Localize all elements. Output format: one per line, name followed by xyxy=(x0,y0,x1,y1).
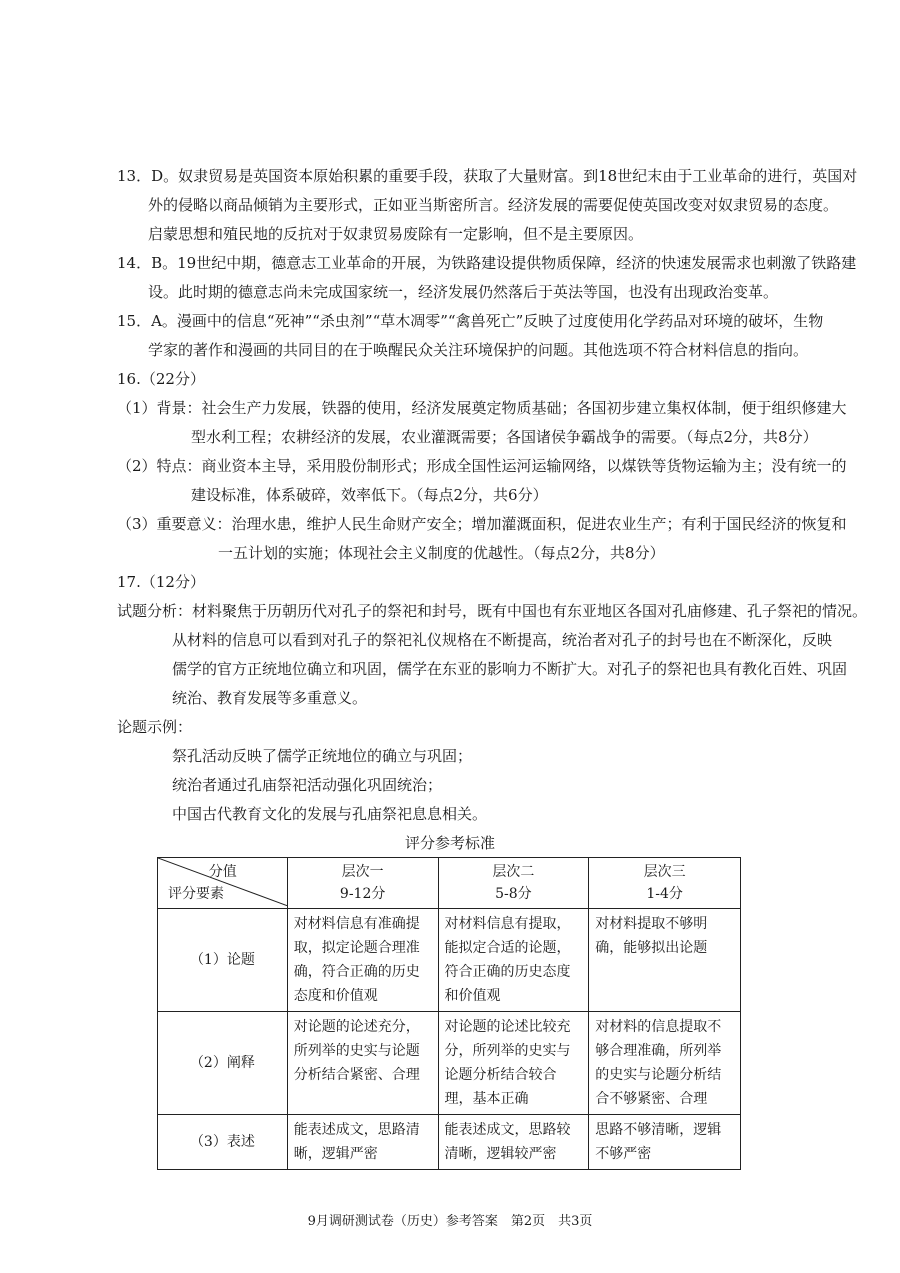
table-cell: 对论题的论述比较充分，所列举的史实与论题分析结合较合理，基本正确 xyxy=(438,1012,589,1115)
q16-part1-line2: 型水利工程；农耕经济的发展，农业灌溉需要；各国诸侯争霸战争的需要。（每点2分，共8分） xyxy=(191,428,818,446)
page-footer: 9月调研测试卷（历史）参考答案 第2页 共3页 xyxy=(307,1214,593,1229)
q16-part2-line2: 建设标准，体系破碎，效率低下。（每点2分，共6分） xyxy=(191,486,548,504)
table-cell: 思路不够清晰，逻辑不够严密 xyxy=(589,1115,741,1170)
q17-analysis-line1: 试题分析：材料聚焦于历朝历代对孔子的祭祀和封号，既有中国也有东亚地区各国对孔庙修建、孔子祭祀的情况。 xyxy=(117,602,868,620)
q17-heading: 17.（12分） xyxy=(117,573,205,591)
q15-line2: 学家的著作和漫画的共同目的在于唤醒民众关注环境保护的问题。其他选项不符合材料信息的指向。 xyxy=(148,341,809,359)
table-cell: 对论题的论述充分，所列举的史实与论题分析结合紧密、合理 xyxy=(287,1012,438,1115)
q17-analysis-line4: 统治、教育发展等多重意义。 xyxy=(172,689,368,707)
scoring-table-header-row xyxy=(158,858,741,909)
table-cell: 对材料信息有提取，能拟定合适的论题，符合正确的历史态度和价值观 xyxy=(438,909,589,1012)
q14-line2: 设。此时期的德意志尚未完成国家统一，经济发展仍然落后于英法等国，也没有出现政治变革。 xyxy=(148,283,779,301)
level-points: 1-4分 xyxy=(646,886,683,902)
table-row xyxy=(158,909,741,1012)
q17-example-2: 统治者通过孔庙祭祀活动强化巩固统治； xyxy=(172,776,443,794)
table-cell: 能表述成文，思路清晰，逻辑严密 xyxy=(287,1115,438,1170)
table-cell: 能表述成文，思路较清晰，逻辑较严密 xyxy=(438,1115,589,1170)
table-row xyxy=(158,1012,741,1115)
table-cell: 对材料的信息提取不够合理准确，所列举的史实与论题分析结合不够紧密、合理 xyxy=(589,1012,741,1115)
q13-line2: 外的侵略以商品倾销为主要形式，正如亚当斯密所言。经济发展的需要促使英国改变对奴隶贸易的态度。 xyxy=(148,196,839,214)
row-label: （1）论题 xyxy=(158,909,288,1012)
q13-line1: 13．D。奴隶贸易是英国资本原始积累的重要手段，获取了大量财富。到18世纪末由于工业革命的进行，英国对 xyxy=(117,167,858,185)
row-label: （3）表述 xyxy=(158,1115,288,1170)
level-3-header xyxy=(589,858,741,909)
table-row xyxy=(158,1115,741,1170)
q16-heading: 16.（22分） xyxy=(117,370,205,388)
q17-example-1: 祭孔活动反映了儒学正统地位的确立与巩固； xyxy=(172,747,473,765)
q17-analysis-line2: 从材料的信息可以看到对孔子的祭祀礼仪规格在不断提高，统治者对孔子的封号也在不断深化，反映 xyxy=(172,631,833,649)
level-points: 5-8分 xyxy=(495,886,532,902)
level-name: 层次二 xyxy=(492,864,535,880)
corner-top-label: 分值 xyxy=(208,864,237,880)
table-cell: 对材料信息有准确提取，拟定论题合理准确，符合正确的历史态度和价值观 xyxy=(287,909,438,1012)
table-cell: 对材料提取不够明确，能够拟出论题 xyxy=(589,909,741,1012)
level-name: 层次一 xyxy=(341,864,384,880)
q14-line1: 14．B。19世纪中期，德意志工业革命的开展，为铁路建设提供物质保障，经济的快速发展需求也刺激了铁路建 xyxy=(117,254,857,272)
scoring-table xyxy=(157,857,741,1170)
level-1-header xyxy=(287,858,438,909)
q16-part2-line1: （2）特点：商业资本主导，采用股份制形式；形成全国性运河运输网络，以煤铁等货物运输为主；没有统一的 xyxy=(117,457,847,475)
scoring-table-title: 评分参考标准 xyxy=(404,834,495,852)
q16-part3-line1: （3）重要意义：治理水患，维护人民生命财产安全；增加灌溉面积，促进农业生产；有利于国民经济的恢复和 xyxy=(117,515,847,533)
corner-bottom-label: 评分要素 xyxy=(168,886,224,902)
q16-part3-line2: 一五计划的实施；体现社会主义制度的优越性。（每点2分，共8分） xyxy=(218,544,665,562)
q17-analysis-line3: 儒学的官方正统地位确立和巩固，儒学在东亚的影响力不断扩大。对孔子的祭祀也具有教化百姓、巩固 xyxy=(172,660,848,678)
corner-header xyxy=(158,858,288,909)
level-points: 9-12分 xyxy=(339,886,386,902)
level-name: 层次三 xyxy=(643,864,686,880)
q17-examples-heading: 论题示例： xyxy=(117,718,193,736)
q13-line3: 启蒙思想和殖民地的反抗对于奴隶贸易废除有一定影响，但不是主要原因。 xyxy=(148,225,644,243)
q16-part1-line1: （1）背景：社会生产力发展，铁器的使用，经济发展奠定物质基础；各国初步建立集权体制，便于组织修建大 xyxy=(117,399,847,417)
row-label: （2）阐释 xyxy=(158,1012,288,1115)
level-2-header xyxy=(438,858,589,909)
q17-example-3: 中国古代教育文化的发展与孔庙祭祀息息相关。 xyxy=(172,805,488,823)
q15-line1: 15．A。漫画中的信息“死神”“杀虫剂”“草木凋零”“禽兽死亡”反映了过度使用化学药品对环境的破坏，生物 xyxy=(117,312,824,330)
